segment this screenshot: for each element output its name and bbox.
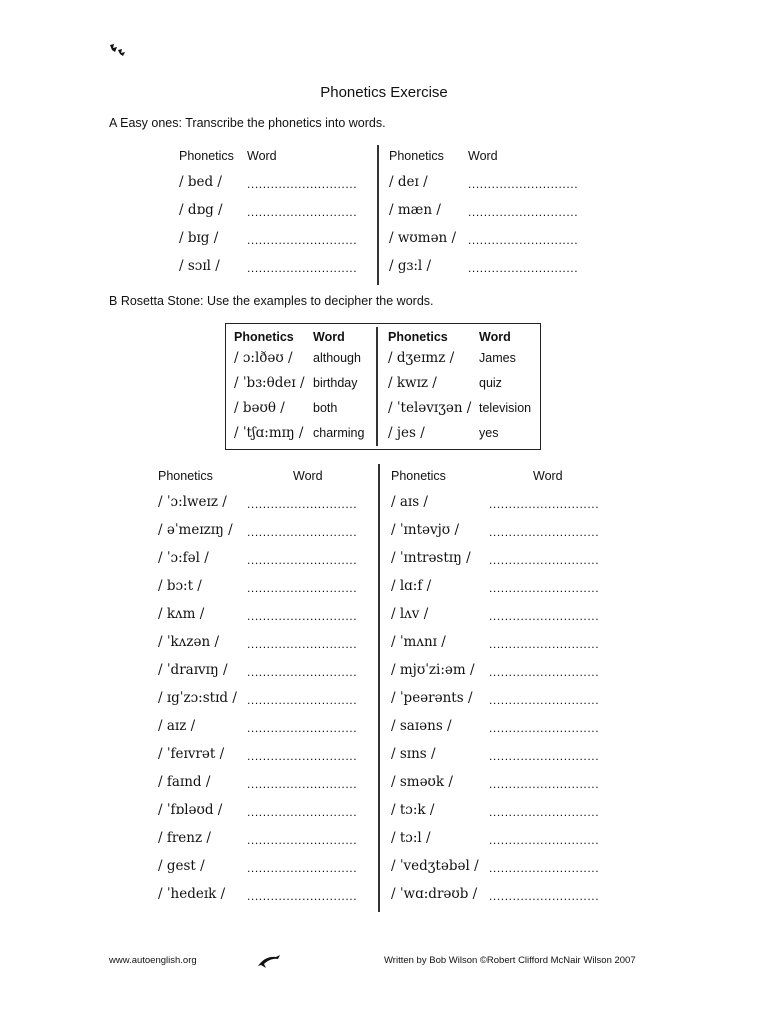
example-phonetic: / dʒeɪmz / bbox=[388, 350, 455, 366]
answer-blank: ............................ bbox=[468, 205, 579, 219]
column-header-word: Word bbox=[247, 149, 277, 163]
phonetic-item: / mæn / bbox=[389, 202, 441, 218]
column-header-phonetics: Phonetics bbox=[179, 149, 234, 163]
column-header-word: Word bbox=[293, 469, 323, 483]
phonetic-item: / ˈvedʒtəbəl / bbox=[391, 858, 479, 874]
answer-blank: ............................ bbox=[489, 721, 600, 735]
answer-blank: ............................ bbox=[247, 261, 358, 275]
example-phonetic: / ˈteləvɪʒən / bbox=[388, 400, 472, 416]
column-header-phonetics: Phonetics bbox=[389, 149, 444, 163]
example-phonetic: / jes / bbox=[388, 425, 425, 441]
answer-blank: ............................ bbox=[247, 553, 358, 567]
example-word: although bbox=[313, 351, 361, 365]
section-b-heading bbox=[109, 294, 434, 308]
answer-blank: ............................ bbox=[247, 581, 358, 595]
examples-header-phonetics: Phonetics bbox=[388, 330, 448, 344]
phonetic-item: / lɑ:f / bbox=[391, 578, 432, 594]
examples-header-word: Word bbox=[313, 330, 345, 344]
answer-blank: ............................ bbox=[489, 693, 600, 707]
phonetic-item: / aɪz / bbox=[158, 718, 196, 734]
example-phonetic: / ɔ:lðəʊ / bbox=[234, 350, 293, 366]
phonetic-item: / tɔ:l / bbox=[391, 830, 431, 846]
answer-blank: ............................ bbox=[489, 805, 600, 819]
phonetic-item: / ˈhedeɪk / bbox=[158, 886, 226, 902]
phonetic-item: / ˈpeərənts / bbox=[391, 690, 473, 706]
answer-blank: ............................ bbox=[489, 749, 600, 763]
phonetic-item: / bɔ:t / bbox=[158, 578, 202, 594]
answer-blank: ............................ bbox=[247, 637, 358, 651]
answer-blank: ............................ bbox=[468, 233, 579, 247]
examples-header-phonetics: Phonetics bbox=[234, 330, 294, 344]
answer-blank: ............................ bbox=[489, 609, 600, 623]
answer-blank: ............................ bbox=[247, 805, 358, 819]
phonetic-item: / kʌm / bbox=[158, 606, 205, 622]
answer-blank: ............................ bbox=[247, 609, 358, 623]
answer-blank: ............................ bbox=[247, 861, 358, 875]
answer-blank: ............................ bbox=[489, 581, 600, 595]
answer-blank: ............................ bbox=[247, 205, 358, 219]
phonetic-item: / ˈɔ:lweɪz / bbox=[158, 494, 227, 510]
example-word: both bbox=[313, 401, 338, 415]
answer-blank: ............................ bbox=[489, 861, 600, 875]
phonetic-item: / ˈɪntrəstɪŋ / bbox=[391, 550, 471, 566]
phonetic-item: / aɪs / bbox=[391, 494, 428, 510]
phonetic-item: / ˈmʌnɪ / bbox=[391, 634, 446, 650]
phonetic-item: / ˈfeɪvrət / bbox=[158, 746, 225, 762]
column-header-word: Word bbox=[468, 149, 498, 163]
answer-blank: ............................ bbox=[247, 721, 358, 735]
footer-website: www.autoenglish.org bbox=[109, 955, 197, 966]
answer-blank: ............................ bbox=[468, 177, 579, 191]
example-phonetic: / bəʊθ / bbox=[234, 400, 285, 416]
phonetic-item: / ˈfɒləʊd / bbox=[158, 802, 223, 818]
answer-blank: ............................ bbox=[468, 261, 579, 275]
phonetic-item: / sməʊk / bbox=[391, 774, 453, 790]
answer-blank: ............................ bbox=[489, 777, 600, 791]
phonetic-item: / bed / bbox=[179, 174, 222, 190]
examples-divider bbox=[376, 327, 378, 446]
answer-blank: ............................ bbox=[489, 889, 600, 903]
answer-blank: ............................ bbox=[247, 177, 358, 191]
phonetic-item: / gest / bbox=[158, 858, 205, 874]
column-header-word: Word bbox=[533, 469, 563, 483]
example-word: quiz bbox=[479, 376, 502, 390]
answer-blank: ............................ bbox=[247, 497, 358, 511]
answer-blank: ............................ bbox=[489, 525, 600, 539]
section-a-heading bbox=[109, 116, 386, 130]
autoenglish-logo-icon bbox=[108, 42, 130, 58]
phonetic-item: / saɪəns / bbox=[391, 718, 452, 734]
phonetic-item: / bɪg / bbox=[179, 230, 219, 246]
answer-blank: ............................ bbox=[247, 777, 358, 791]
phonetic-item: / frenz / bbox=[158, 830, 211, 846]
phonetic-item: / tɔ:k / bbox=[391, 802, 435, 818]
footer-credit: Written by Bob Wilson ©Robert Clifford McNair Wilson 2007 bbox=[384, 955, 636, 966]
answer-blank: ............................ bbox=[489, 833, 600, 847]
example-word: James bbox=[479, 351, 516, 365]
answer-blank: ............................ bbox=[489, 497, 600, 511]
example-word: television bbox=[479, 401, 532, 415]
phonetic-item: / mjʊˈzi:əm / bbox=[391, 662, 475, 678]
phonetic-item: / deɪ / bbox=[389, 174, 428, 190]
example-word: yes bbox=[479, 426, 499, 440]
phonetic-item: / ˈɔ:fəl / bbox=[158, 550, 209, 566]
column-header-phonetics: Phonetics bbox=[158, 469, 213, 483]
answer-blank: ............................ bbox=[247, 693, 358, 707]
phonetic-item: / dɒg / bbox=[179, 202, 223, 218]
section-a-instruction: Easy ones: Transcribe the phonetics into words. bbox=[120, 116, 386, 130]
example-word: birthday bbox=[313, 376, 358, 390]
phonetic-item: / əˈmeɪzɪŋ / bbox=[158, 522, 233, 538]
phonetic-item: / ˈɪntəvjʊ / bbox=[391, 522, 460, 538]
phonetic-item: / faɪnd / bbox=[158, 774, 211, 790]
example-phonetic: / ˈbɜ:θdeɪ / bbox=[234, 375, 305, 391]
example-phonetic: / ˈtʃɑ:mɪŋ / bbox=[234, 425, 304, 441]
page-title: Phonetics Exercise bbox=[320, 84, 448, 101]
phonetic-item: / lʌv / bbox=[391, 606, 429, 622]
answer-blank: ............................ bbox=[247, 525, 358, 539]
answer-blank: ............................ bbox=[247, 833, 358, 847]
section-b-divider bbox=[378, 464, 380, 912]
phonetic-item: / sɔɪl / bbox=[179, 258, 220, 274]
phonetic-item: / ˈdraɪvɪŋ / bbox=[158, 662, 228, 678]
answer-blank: ............................ bbox=[247, 889, 358, 903]
answer-blank: ............................ bbox=[247, 665, 358, 679]
examples-header-word: Word bbox=[479, 330, 511, 344]
phonetic-item: / sɪns / bbox=[391, 746, 436, 762]
phonetic-item: / gɜ:l / bbox=[389, 258, 432, 274]
answer-blank: ............................ bbox=[489, 553, 600, 567]
phonetic-item: / wʊmən / bbox=[389, 230, 457, 246]
section-b-letter: B bbox=[109, 294, 118, 308]
phonetic-item: / ˈkʌzən / bbox=[158, 634, 219, 650]
answer-blank: ............................ bbox=[247, 749, 358, 763]
example-phonetic: / kwɪz / bbox=[388, 375, 437, 391]
answer-blank: ............................ bbox=[489, 665, 600, 679]
column-header-phonetics: Phonetics bbox=[391, 469, 446, 483]
section-b-instruction: Rosetta Stone: Use the examples to decipher the words. bbox=[120, 294, 434, 308]
section-a-divider bbox=[377, 145, 379, 285]
answer-blank: ............................ bbox=[489, 637, 600, 651]
phonetic-item: / ˈwɑ:drəʊb / bbox=[391, 886, 478, 902]
phonetic-item: / ɪgˈzɔ:stɪd / bbox=[158, 690, 237, 706]
section-a-letter: A bbox=[109, 116, 117, 130]
example-word: charming bbox=[313, 426, 365, 440]
dolphin-logo-icon bbox=[256, 952, 282, 970]
answer-blank: ............................ bbox=[247, 233, 358, 247]
